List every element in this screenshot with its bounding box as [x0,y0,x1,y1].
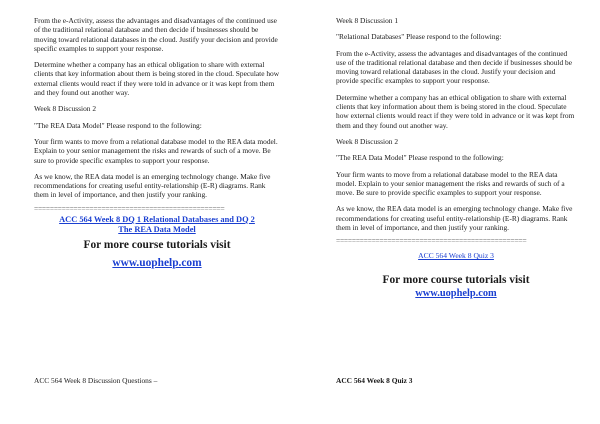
right-paragraph-1: From the e-Activity, assess the advantages and disadvantages of the continued use of the traditional relational database and then decide if businesses should be moving toward relational databases in the cloud. Justify your decision and provide specific examples to support your response. [336,48,573,86]
right-promo-text: For more course tutorials visit [382,274,530,287]
right-quiz-link[interactable]: ACC 564 Week 8 Quiz 3 [418,251,494,261]
left-heading-discussion-2: Week 8 Discussion 2 [34,104,97,114]
left-paragraph-3: Your firm wants to move from a relational database model to the REA data model. Explain to your senior management the risks and rewards of such of a move. Be sure to provide specific examples to support your response. [34,136,278,165]
left-paragraph-2: Determine whether a company has an ethical obligation to share with external clients that key information about them is being stored in the cloud. Speculate how external clients would react if they were told in advance or it was kept from them and they found out another way. [34,60,280,98]
right-footer: ACC 564 Week 8 Quiz 3 [336,376,413,385]
right-paragraph-4: As we know, the REA data model is an emerging technology change. Make five recommendations for creating useful entity-relationship (E-R) diagrams. Rank them in level of importance, and then justify your ranking. [336,204,573,233]
left-paragraph-4: As we know, the REA data model is an emerging technology change. Make five recommendations for creating useful entity-relationship (E-R) diagrams. Rank them in level of importance, and then justify your ranking. [34,171,271,200]
left-course-link-line-1[interactable]: ACC 564 Week 8 DQ 1 Relational Databases and DQ 2 [59,214,255,224]
right-page [300,0,600,424]
left-footer: ACC 564 Week 8 Discussion Questions – [34,376,158,385]
left-prompt-rea: "The REA Data Model" Please respond to the following: [34,120,202,130]
right-site-link[interactable]: www.uophelp.com [415,288,497,300]
left-paragraph-1: From the e-Activity, assess the advantages and disadvantages of the continued use of the traditional relational database and then decide if businesses should be moving toward relational databases in the cloud. Justify your decision and provide specific examples to support your response. [34,16,278,53]
right-heading-discussion-1: Week 8 Discussion 1 [336,16,399,25]
left-course-link-line-2[interactable]: The REA Data Model [118,224,196,234]
right-divider: ================================================ [336,236,527,246]
left-promo-text: For more course tutorials visit [83,238,231,251]
right-heading-discussion-2: Week 8 Discussion 2 [336,136,399,146]
left-site-link[interactable]: www.uophelp.com [112,256,202,269]
right-paragraph-3: Your firm wants to move from a relational database model to the REA data model. Explain to your senior management the risks and rewards of such of a move. Be sure to provide specific examples to support your response. [336,169,565,198]
right-paragraph-2: Determine whether a company has an ethical obligation to share with external clients that key information about them is being stored in the cloud. Speculate how external clients would react if they were told in advance or it was kept from them and they found out another way. [336,92,575,130]
right-prompt-relational: "Relational Databases" Please respond to the following: [336,32,502,42]
right-prompt-rea: "The REA Data Model" Please respond to the following: [336,153,504,163]
left-divider: ================================================ [34,203,225,213]
